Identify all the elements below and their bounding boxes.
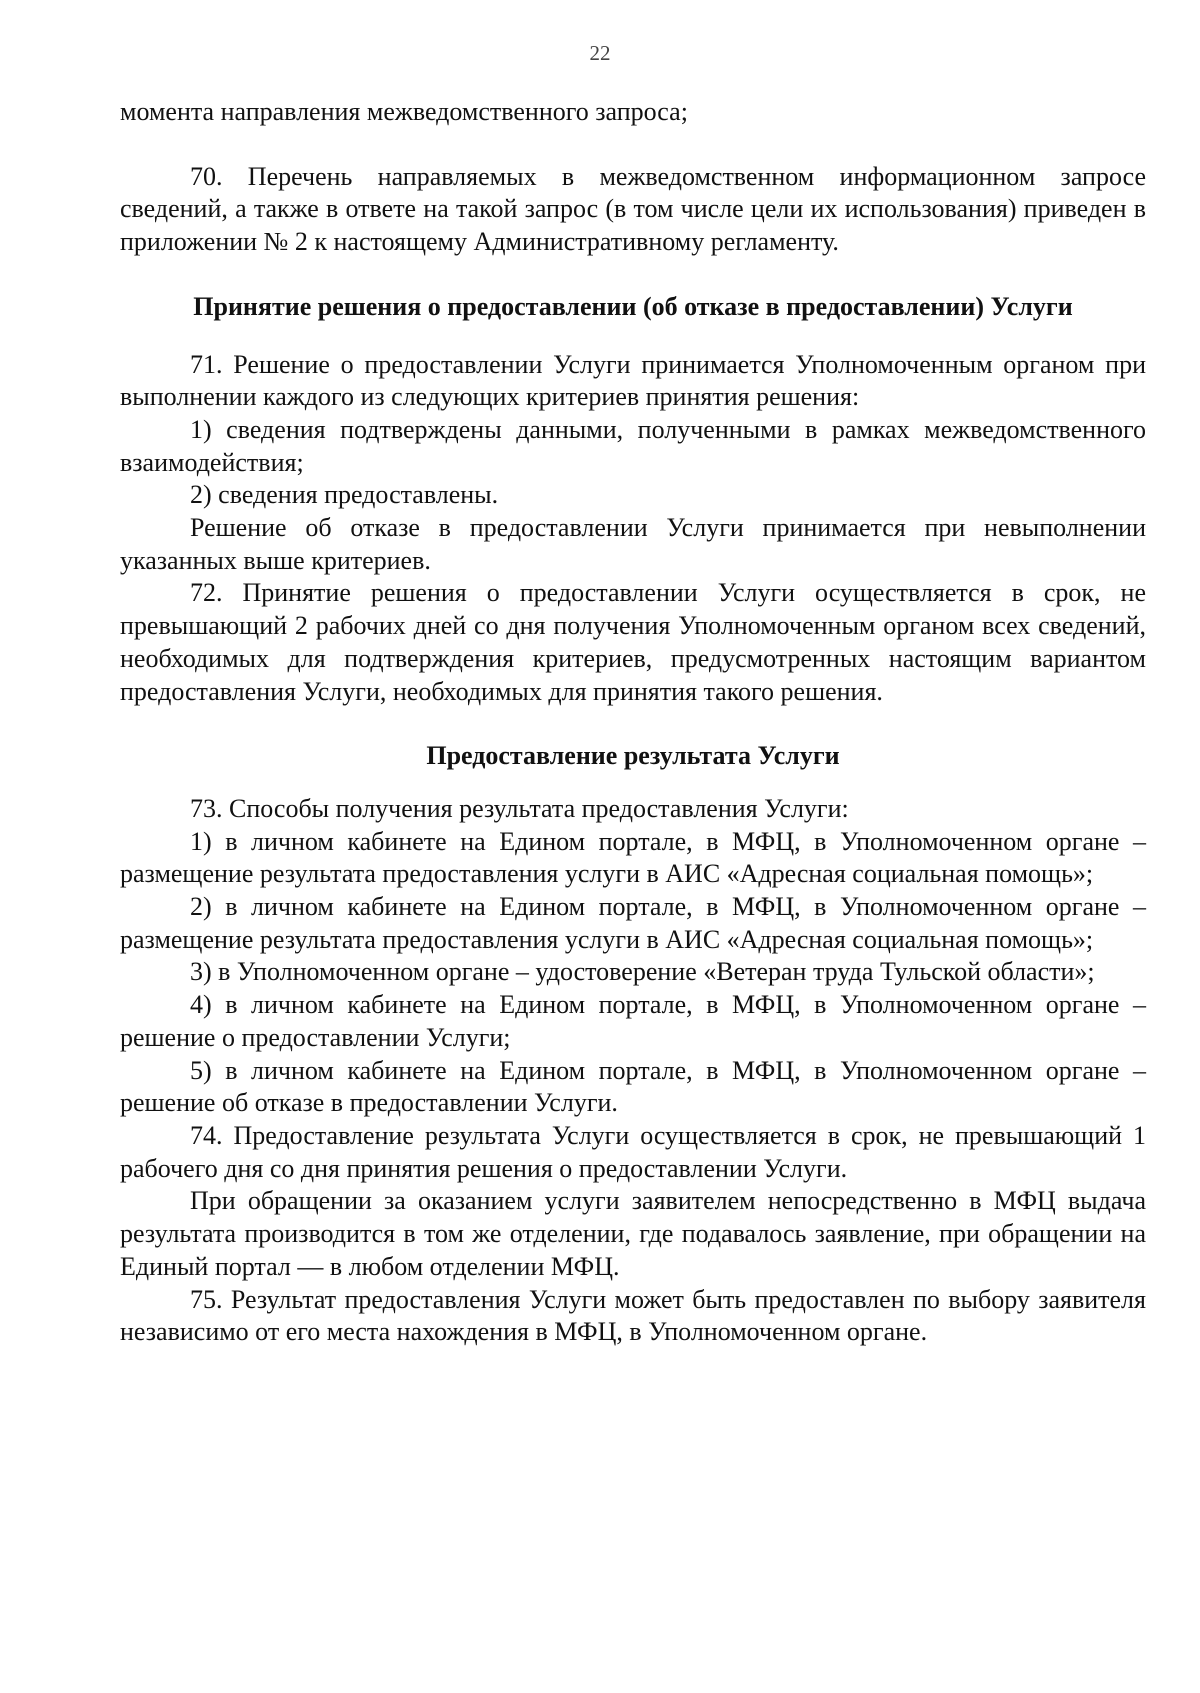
spacer xyxy=(120,259,1146,291)
section-heading-result: Предоставление результата Услуги xyxy=(426,741,840,771)
paragraph-73: 73. Способы получения результата предоставления Услуги: xyxy=(190,793,849,823)
spacer xyxy=(120,324,1146,349)
paragraph-74-mfc: При обращении за оказанием услуги заявителем непосредственно в МФЦ выдача результата производится в том же отделении, где подавалось заявление, при обращении на Единый портал — в любом отделении МФЦ. xyxy=(120,1186,1146,1281)
paragraph-72: 72. Принятие решения о предоставлении Услуги осуществляется в срок, не превышающий 2 рабочих дней со дня получения Уполномоченным органом всех сведений, необходимых для подтверждения критериев, предусмотренных настоящим вариантом предоставления Услуги, необходимых для принятия такого решения. xyxy=(120,578,1146,706)
paragraph-74: 74. Предоставление результата Услуги осуществляется в срок, не превышающий 1 рабочего дня со дня принятия решения о предоставлении Услуги. xyxy=(120,1120,1146,1183)
document-body xyxy=(120,96,1146,1349)
paragraph-71: 71. Решение о предоставлении Услуги принимается Уполномоченным органом при выполнении каждого из следующих критериев принятия решения: xyxy=(120,349,1146,412)
spacer xyxy=(120,773,1146,793)
paragraph-71-refusal: Решение об отказе в предоставлении Услуги принимается при невыполнении указанных выше критериев. xyxy=(120,513,1146,575)
section-heading-decision: Принятие решения о предоставлении (об отказе в предоставлении) Услуги xyxy=(193,291,1073,321)
paragraph-70: 70. Перечень направляемых в межведомственном информационном запросе сведений, а также в ответе на такой запрос (в том числе цели их использования) приведен в приложении № 2 к настоящему Административному регламенту. xyxy=(120,161,1146,257)
paragraph-73-item-3: 3) в Уполномоченном органе – удостоверение «Ветеран труда Тульской области»; xyxy=(190,957,1095,987)
paragraph-continuation: момента направления межведомственного запроса; xyxy=(120,97,688,126)
paragraph-75: 75. Результат предоставления Услуги может быть предоставлен по выбору заявителя независимо от его места нахождения в МФЦ, в Уполномоченном органе. xyxy=(120,1284,1146,1347)
paragraph-73-item-4: 4) в личном кабинете на Едином портале, в МФЦ, в Уполномоченном органе – решение о предоставлении Услуги; xyxy=(120,990,1146,1052)
spacer xyxy=(120,129,1146,161)
paragraph-73-item-5: 5) в личном кабинете на Едином портале, в МФЦ, в Уполномоченном органе – решение об отказе в предоставлении Услуги. xyxy=(120,1055,1146,1118)
page-number: 22 xyxy=(589,41,611,65)
spacer xyxy=(120,708,1146,740)
paragraph-73-item-1: 1) в личном кабинете на Едином портале, в МФЦ, в Уполномоченном органе – размещение результата предоставления услуги в АИС «Адресная социальная помощь»; xyxy=(120,826,1146,889)
paragraph-71-item-2: 2) сведения предоставлены. xyxy=(190,480,499,510)
paragraph-73-item-2: 2) в личном кабинете на Едином портале, в МФЦ, в Уполномоченном органе – размещение результата предоставления услуги в АИС «Адресная социальная помощь»; xyxy=(120,892,1146,954)
paragraph-71-item-1: 1) сведения подтверждены данными, полученными в рамках межведомственного взаимодействия; xyxy=(120,414,1146,477)
